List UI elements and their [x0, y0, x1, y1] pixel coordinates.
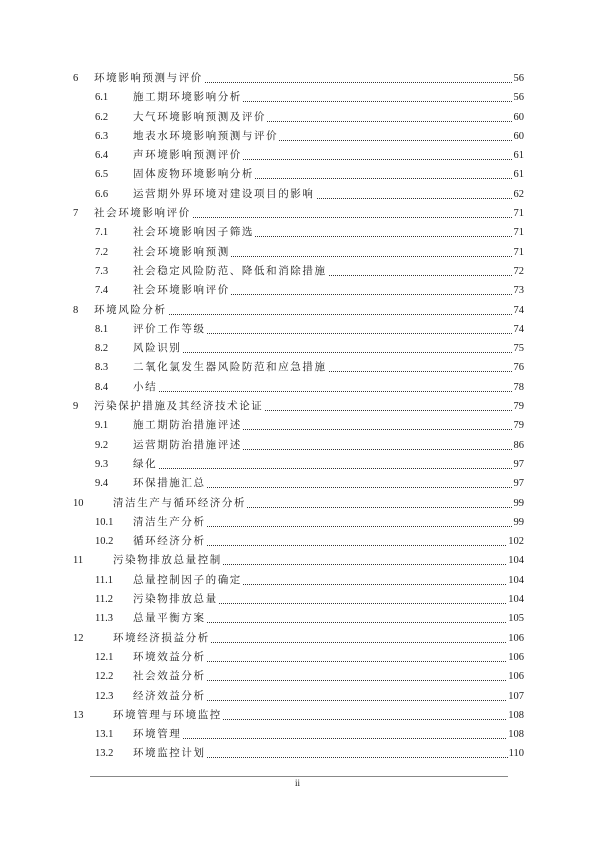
- toc-entry-number: 6: [73, 73, 79, 84]
- toc-entry-title: 社会环境影响因子筛选: [133, 226, 254, 239]
- toc-entry-title: 社会稳定风险防范、降低和消除措施: [133, 264, 327, 277]
- toc-dot-leader: [133, 725, 524, 739]
- toc-section-entry[interactable]: [73, 262, 524, 281]
- toc-entry-page: 99: [513, 513, 525, 532]
- toc-entry-title-wrap: [133, 532, 207, 551]
- toc-entry-title: 社会环境影响评价: [133, 284, 230, 297]
- toc-entry-page: 75: [513, 339, 525, 358]
- toc-section-entry[interactable]: [73, 590, 524, 609]
- toc-entry-number: 13: [73, 709, 84, 721]
- toc-section-entry[interactable]: [73, 513, 524, 532]
- toc-entry-page: 71: [513, 243, 525, 262]
- toc-entry-title-wrap: [133, 474, 207, 493]
- toc-entry-page: 104: [507, 571, 524, 590]
- toc-entry-page: 102: [507, 532, 524, 551]
- toc-entry-number: 11: [73, 555, 84, 567]
- toc-entry-page: 79: [513, 397, 525, 416]
- toc-section-entry[interactable]: [73, 320, 524, 339]
- toc-section-entry[interactable]: [73, 744, 524, 763]
- toc-entry-title: 环境管理: [133, 728, 182, 741]
- toc-entry-title-wrap: [133, 590, 219, 609]
- toc-entry-number: 9.4: [95, 478, 109, 490]
- toc-entry-title: 地表水环境影响预测与评价: [133, 129, 279, 142]
- toc-section-entry[interactable]: [73, 687, 524, 706]
- toc-section-entry[interactable]: [73, 474, 524, 493]
- toc-entry-title: 环境管理与环境监控: [113, 708, 222, 721]
- toc-entry-page: 110: [508, 744, 524, 763]
- toc-entry-title: 社会环境影响评价: [94, 207, 191, 220]
- toc-chapter-entry[interactable]: [73, 69, 524, 88]
- toc-entry-title-wrap: [94, 204, 192, 223]
- toc-section-entry[interactable]: [73, 378, 524, 397]
- toc-section-entry[interactable]: [73, 532, 524, 551]
- toc-entry-title: 循环经济分析: [133, 535, 206, 548]
- toc-entry-title: 清洁生产与循环经济分析: [113, 496, 247, 509]
- toc-entry-page: 79: [513, 416, 525, 435]
- toc-chapter-entry[interactable]: [73, 494, 524, 513]
- toc-entry-page: 71: [513, 223, 525, 242]
- toc-entry-title: 施工期防治措施评述: [133, 419, 242, 432]
- toc-entry-number: 9.2: [95, 439, 109, 451]
- toc-entry-title-wrap: [133, 320, 207, 339]
- toc-entry-title-wrap: [94, 397, 264, 416]
- toc-entry-number: 9.3: [95, 458, 109, 470]
- toc-dot-leader: [133, 378, 524, 392]
- toc-section-entry[interactable]: [73, 609, 524, 628]
- toc-entry-number: 8.1: [95, 323, 109, 335]
- toc-entry-title-wrap: [133, 455, 158, 474]
- toc-section-entry[interactable]: [73, 416, 524, 435]
- toc-entry-page: 108: [507, 725, 524, 744]
- toc-section-entry[interactable]: [73, 571, 524, 590]
- toc-entry-number: 11.2: [95, 594, 113, 606]
- toc-entry-number: 7.4: [95, 285, 109, 297]
- toc-entry-page: 76: [513, 358, 525, 377]
- toc-entry-title: 声环境影响预测评价: [133, 149, 242, 162]
- toc-entry-title-wrap: [133, 88, 243, 107]
- toc-entry-number: 7.2: [95, 246, 109, 258]
- toc-entry-title: 污染物排放总量: [133, 593, 218, 606]
- toc-entry-title-wrap: [133, 358, 328, 377]
- toc-entry-title-wrap: [133, 725, 182, 744]
- toc-entry-title: 绿化: [133, 457, 158, 470]
- toc-entry-page: 60: [513, 127, 525, 146]
- toc-entry-number: 7.1: [95, 227, 109, 239]
- toc-entry-title-wrap: [113, 551, 223, 570]
- toc-section-entry[interactable]: [73, 88, 524, 107]
- toc-entry-page: 78: [513, 378, 525, 397]
- toc-entry-page: 86: [513, 436, 525, 455]
- toc-entry-page: 99: [513, 494, 525, 513]
- toc-section-entry[interactable]: [73, 339, 524, 358]
- toc-entry-number: 6.2: [95, 111, 109, 123]
- toc-entry-page: 56: [513, 88, 525, 107]
- toc-entry-page: 61: [513, 146, 525, 165]
- toc-entry-title-wrap: [133, 648, 207, 667]
- toc-entry-page: 107: [507, 687, 524, 706]
- toc-section-entry[interactable]: [73, 436, 524, 455]
- table-of-contents: [73, 69, 524, 764]
- toc-section-entry[interactable]: [73, 108, 524, 127]
- toc-entry-page: 72: [513, 262, 525, 281]
- toc-entry-title-wrap: [113, 629, 211, 648]
- toc-entry-page: 97: [513, 455, 525, 474]
- toc-entry-number: 11.1: [95, 574, 113, 586]
- toc-entry-page: 62: [513, 185, 525, 204]
- toc-entry-number: 8: [73, 304, 79, 316]
- toc-entry-page: 74: [513, 301, 525, 320]
- toc-entry-title: 总量控制因子的确定: [133, 573, 242, 586]
- toc-entry-number: 6.4: [95, 150, 109, 162]
- toc-entry-title-wrap: [133, 146, 243, 165]
- toc-entry-title-wrap: [133, 571, 243, 590]
- toc-entry-title-wrap: [94, 301, 168, 320]
- toc-entry-title-wrap: [133, 609, 207, 628]
- toc-entry-number: 6.1: [95, 92, 109, 104]
- toc-entry-title: 环境风险分析: [94, 303, 167, 316]
- toc-entry-title-wrap: [133, 165, 255, 184]
- toc-entry-page: 71: [513, 204, 525, 223]
- toc-entry-page: 106: [507, 648, 524, 667]
- toc-chapter-entry[interactable]: [73, 551, 524, 570]
- toc-entry-title-wrap: [133, 436, 243, 455]
- toc-section-entry[interactable]: [73, 281, 524, 300]
- toc-section-entry[interactable]: [73, 185, 524, 204]
- toc-entry-title: 小结: [133, 380, 158, 393]
- toc-entry-number: 6.5: [95, 169, 109, 181]
- toc-entry-title: 评价工作等级: [133, 322, 206, 335]
- toc-section-entry[interactable]: [73, 243, 524, 262]
- toc-entry-number: 6.3: [95, 130, 109, 142]
- toc-entry-number: 10: [73, 497, 84, 509]
- toc-section-entry[interactable]: [73, 725, 524, 744]
- toc-entry-page: 106: [507, 629, 524, 648]
- toc-entry-number: 10.1: [95, 516, 114, 528]
- toc-entry-title: 社会效益分析: [133, 670, 206, 683]
- toc-entry-title-wrap: [113, 706, 223, 725]
- toc-section-entry[interactable]: [73, 358, 524, 377]
- toc-section-entry[interactable]: [73, 667, 524, 686]
- toc-entry-title-wrap: [133, 127, 279, 146]
- toc-entry-number: 13.2: [95, 748, 114, 760]
- toc-entry-title-wrap: [133, 281, 231, 300]
- toc-entry-number: 12.1: [95, 651, 114, 663]
- toc-entry-page: 97: [513, 474, 525, 493]
- toc-entry-number: 7: [73, 208, 79, 220]
- toc-entry-title: 社会环境影响预测: [133, 245, 230, 258]
- toc-entry-number: 8.2: [95, 343, 109, 355]
- toc-entry-page: 73: [513, 281, 525, 300]
- toc-entry-title: 总量平衡方案: [133, 612, 206, 625]
- toc-entry-page: 106: [507, 667, 524, 686]
- toc-entry-title-wrap: [133, 223, 255, 242]
- toc-section-entry[interactable]: [73, 127, 524, 146]
- toc-entry-title-wrap: [133, 378, 158, 397]
- toc-entry-page: 61: [513, 165, 525, 184]
- toc-entry-page: 60: [513, 108, 525, 127]
- toc-section-entry[interactable]: [73, 165, 524, 184]
- toc-entry-title: 运营期外界环境对建设项目的影响: [133, 187, 315, 200]
- toc-entry-title: 环境效益分析: [133, 650, 206, 663]
- toc-entry-title-wrap: [133, 416, 243, 435]
- toc-section-entry[interactable]: [73, 146, 524, 165]
- toc-chapter-entry[interactable]: [73, 629, 524, 648]
- toc-entry-number: 13.1: [95, 729, 114, 741]
- toc-entry-title: 运营期防治措施评述: [133, 438, 242, 451]
- toc-entry-title: 污染保护措施及其经济技术论证: [94, 400, 264, 413]
- toc-entry-number: 8.3: [95, 362, 109, 374]
- toc-dot-leader: [133, 455, 524, 469]
- toc-entry-title: 环境经济损益分析: [113, 631, 210, 644]
- toc-entry-title: 污染物排放总量控制: [113, 554, 222, 567]
- toc-entry-title-wrap: [133, 513, 207, 532]
- toc-entry-title-wrap: [133, 108, 267, 127]
- toc-entry-number: 12.3: [95, 690, 114, 702]
- toc-entry-title-wrap: [133, 262, 328, 281]
- toc-entry-page: 104: [507, 590, 524, 609]
- toc-entry-page: 104: [507, 551, 524, 570]
- page-number: ii: [294, 778, 300, 788]
- toc-entry-title-wrap: [133, 339, 182, 358]
- toc-entry-title: 施工期环境影响分析: [133, 91, 242, 104]
- toc-chapter-entry[interactable]: [73, 397, 524, 416]
- toc-entry-title: 环境监控计划: [133, 747, 206, 760]
- footer-rule: [90, 776, 508, 777]
- toc-entry-title-wrap: [133, 185, 316, 204]
- toc-chapter-entry[interactable]: [73, 301, 524, 320]
- toc-section-entry[interactable]: [73, 455, 524, 474]
- toc-entry-number: 6.6: [95, 188, 109, 200]
- toc-dot-leader: [133, 339, 524, 353]
- toc-chapter-entry[interactable]: [73, 706, 524, 725]
- toc-entry-number: 8.4: [95, 381, 109, 393]
- toc-entry-title-wrap: [133, 744, 207, 763]
- toc-entry-title: 经济效益分析: [133, 689, 206, 702]
- toc-entry-number: 12: [73, 632, 84, 644]
- toc-entry-title-wrap: [113, 494, 247, 513]
- toc-entry-page: 108: [507, 706, 524, 725]
- toc-entry-title: 风险识别: [133, 342, 182, 355]
- toc-entry-title: 大气环境影响预测及评价: [133, 110, 267, 123]
- toc-entry-number: 7.3: [95, 265, 109, 277]
- toc-entry-page: 56: [513, 69, 525, 88]
- toc-chapter-entry[interactable]: [73, 204, 524, 223]
- toc-entry-title: 环境影响预测与评价: [94, 72, 203, 84]
- toc-entry-number: 12.2: [95, 671, 114, 683]
- toc-entry-number: 11.3: [95, 613, 113, 625]
- toc-section-entry[interactable]: [73, 223, 524, 242]
- toc-entry-page: 74: [513, 320, 525, 339]
- toc-entry-number: 9.1: [95, 420, 109, 432]
- toc-entry-title: 固体废物环境影响分析: [133, 168, 254, 181]
- toc-entry-title: 环保措施汇总: [133, 477, 206, 490]
- toc-entry-page: 105: [507, 609, 524, 628]
- toc-section-entry[interactable]: [73, 648, 524, 667]
- toc-entry-title: 二氧化氯发生器风险防范和应急措施: [133, 361, 327, 374]
- toc-entry-title-wrap: [133, 667, 207, 686]
- toc-entry-title-wrap: [133, 243, 231, 262]
- toc-entry-number: 9: [73, 401, 79, 413]
- toc-entry-title-wrap: [94, 69, 204, 88]
- toc-entry-number: 10.2: [95, 536, 114, 548]
- toc-entry-title: 清洁生产分析: [133, 515, 206, 528]
- toc-entry-title-wrap: [133, 687, 207, 706]
